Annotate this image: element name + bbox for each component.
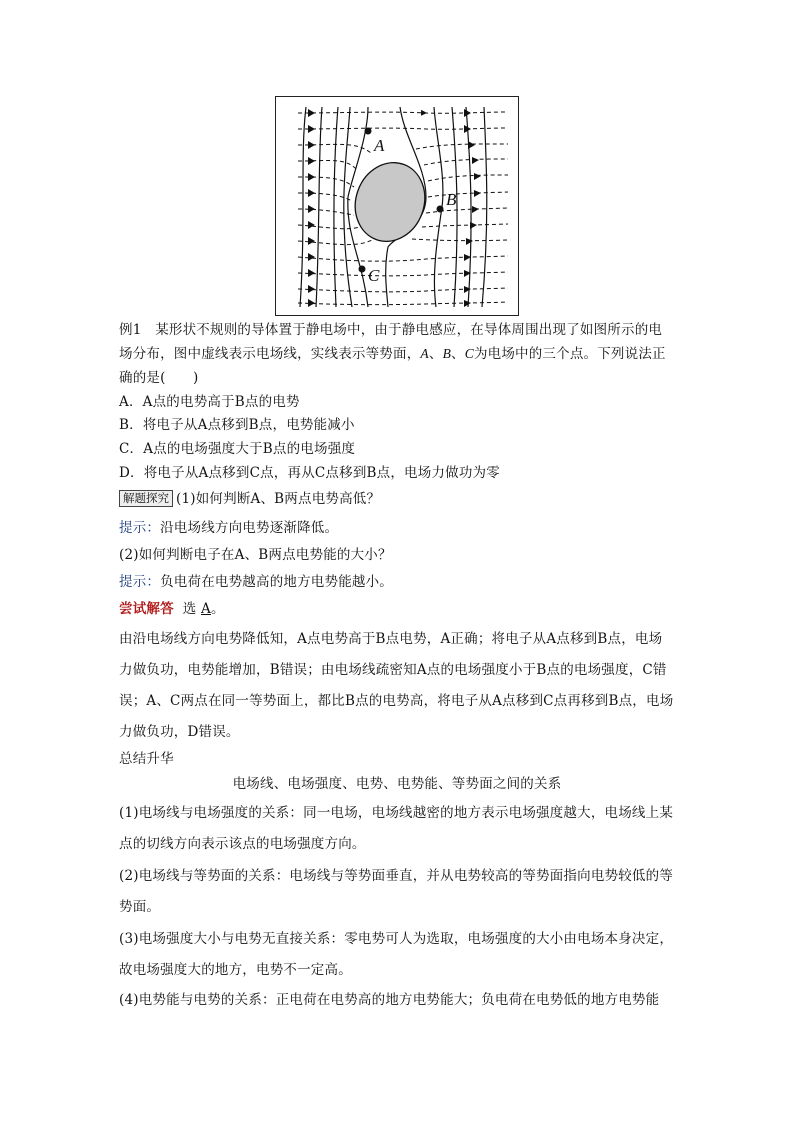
- summary-heading: 总结升华: [119, 751, 174, 767]
- example-question: 例1 某形状不规则的导体置于静电场中，由于静电感应，在导体周围出现了如图所示的电场分布，图中虚线表示电场线，实线表示等势面，A、B、C为电场中的三个点。下列说法正确的是( ): [119, 322, 666, 386]
- example-lead: 例1 某形状不规则的导体置于静电场中，由于静电感应，在导体周围出现了如图所示的电场分布，图中虚线表示电场线，实线表示等势面，: [119, 322, 663, 362]
- point-a-ref: A: [420, 346, 429, 361]
- answer-suffix: 。: [210, 601, 225, 617]
- point-a-dot: [365, 128, 372, 135]
- hint-1: 沿电场线方向电势逐渐降低。: [160, 520, 339, 536]
- try-answer-label: 尝试解答: [119, 601, 174, 617]
- summary-point-3: (3)电场强度大小与电势无直接关系：零电势可人为选取，电场强度的大小由电场本身决定，故电场强度大的地方，电势不一定高。: [119, 931, 674, 978]
- hint-2-line: [119, 570, 675, 594]
- point-a-label: A: [374, 136, 385, 155]
- answer-choice: A: [201, 601, 211, 617]
- conductor-shape: [344, 153, 435, 251]
- point-b-label: B: [446, 190, 457, 209]
- point-c-label: C: [368, 266, 380, 285]
- field-diagram: [276, 97, 518, 315]
- point-c-ref: C: [464, 346, 474, 361]
- analysis-q2: (2)如何判断电子在A、B两点电势能的大小？: [119, 547, 392, 563]
- hint-label: 提示：: [119, 520, 161, 536]
- answer-line: [119, 597, 675, 621]
- example-tail: 为电场中的三个点。下列说法正确的是( ): [119, 346, 666, 386]
- hint-label-2: 提示：: [119, 574, 161, 590]
- summary-point-1: (1)电场线与电场强度的关系：同一电场，电场线越密的地方表示电场强度越大，电场线上某点的切线方向表示该点的电场强度方向。: [119, 805, 674, 852]
- analysis-q1-line: [119, 487, 675, 511]
- electric-field-figure: [275, 96, 519, 316]
- summary-point-4: (4)电势能与电势的关系：正电荷在电势高的地方电势能大；负电荷在电势低的地方电势能: [119, 992, 660, 1008]
- option-d: D．将电子从A点移到C点，再从C点移到B点，电场力做功为零: [119, 465, 500, 481]
- summary-point-2: (2)电场线与等势面的关系：电场线与等势面垂直，并从电势较高的等势面指向电势较低的等势面。: [119, 868, 674, 915]
- option-a: A．A点的电势高于B点的电势: [119, 394, 300, 410]
- hint-1-line: [119, 516, 675, 540]
- point-c-dot: [359, 266, 366, 273]
- answer-explanation: 由沿电场线方向电势降低知，A点电势高于B点电势，A正确；将电子从A点移到B点，电场力做负功，电势能增加，B错误；由电场线疏密知A点的电场强度小于B点的电场强度，C错误；A、C两点在同一等势面上，都比B点的电势高，将电子从A点移到C点再移到B点，电场力做负功，D错误。: [119, 631, 674, 740]
- summary-title: 电场线、电场强度、电势、电势能、等势面之间的关系: [232, 776, 562, 792]
- point-b-dot: [437, 206, 444, 213]
- answer-prefix: 选: [182, 601, 197, 617]
- hint-2: 负电荷在电势越高的地方电势能越小。: [160, 574, 394, 590]
- option-b: B．将电子从A点移到B点，电势能减小: [119, 417, 355, 433]
- option-c: C．A点的电场强度大于B点的电场强度: [119, 441, 356, 457]
- analysis-tag: 解题探究: [119, 490, 173, 507]
- analysis-q1: (1)如何判断A、B两点电势高低？: [176, 491, 381, 507]
- point-b-ref: B: [442, 346, 452, 361]
